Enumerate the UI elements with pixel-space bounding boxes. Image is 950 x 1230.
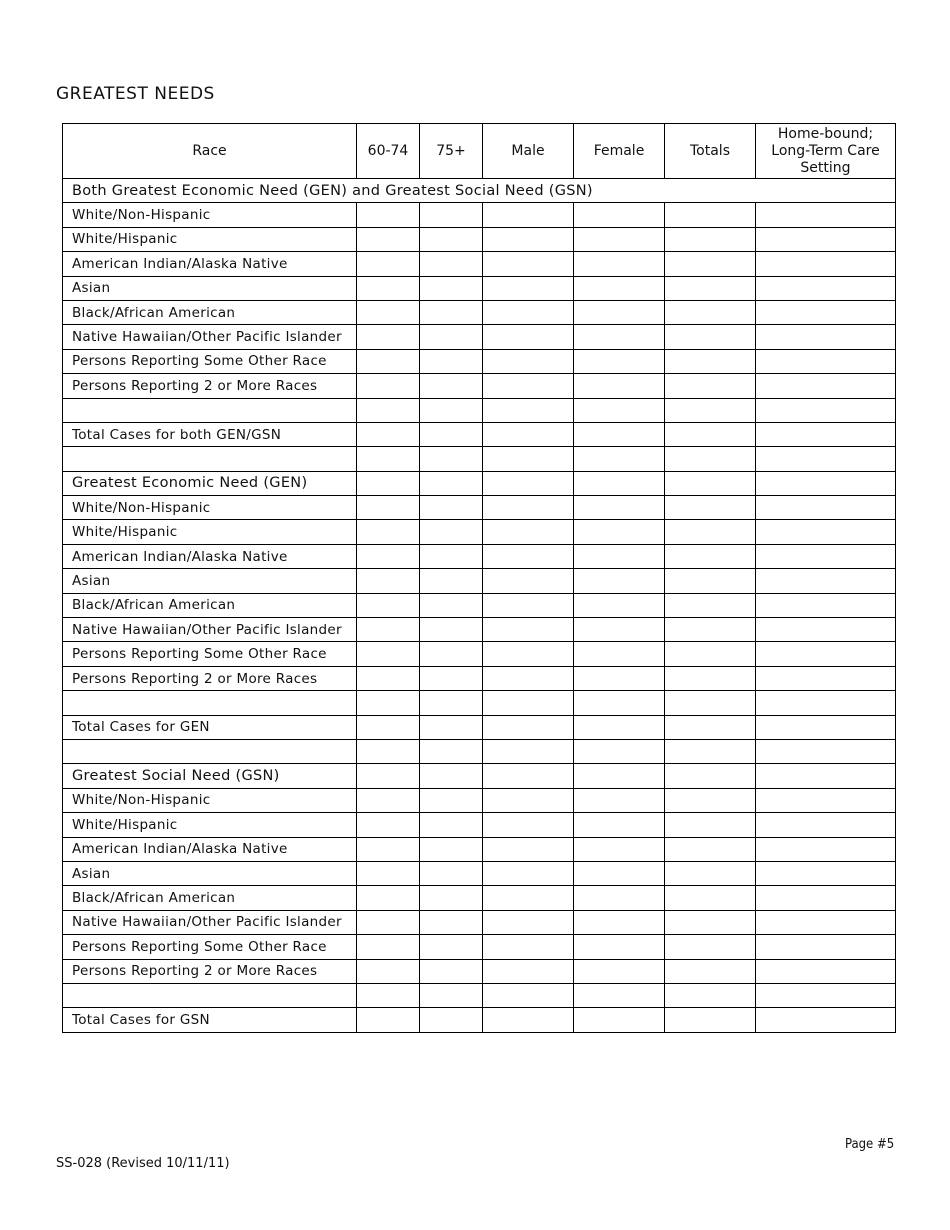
- cell-age-75-plus[interactable]: [420, 739, 483, 763]
- cell-male[interactable]: [483, 886, 574, 910]
- cell-totals[interactable]: [665, 618, 756, 642]
- section-header-row: [63, 471, 896, 495]
- cell-totals[interactable]: [665, 325, 756, 349]
- header-homebound: Home-bound; Long-Term Care Setting: [756, 124, 896, 179]
- total-row: [63, 715, 896, 739]
- row-label: White/Non-Hispanic: [63, 203, 357, 227]
- cell-totals[interactable]: [665, 593, 756, 617]
- cell-female[interactable]: [574, 861, 665, 885]
- table-row: [63, 349, 896, 373]
- cell-age-60-74[interactable]: [357, 764, 420, 788]
- cell-female[interactable]: [574, 764, 665, 788]
- total-row: [63, 1008, 896, 1032]
- cell-totals[interactable]: [665, 642, 756, 666]
- cell-age-75-plus[interactable]: [420, 276, 483, 300]
- row-label: Persons Reporting Some Other Race: [63, 935, 357, 959]
- cell-age-75-plus[interactable]: [420, 569, 483, 593]
- cell-age-60-74[interactable]: [357, 422, 420, 446]
- cell-totals[interactable]: [665, 203, 756, 227]
- cell-age-60-74[interactable]: [357, 374, 420, 398]
- cell-homebound[interactable]: [756, 252, 896, 276]
- cell-male[interactable]: [483, 398, 574, 422]
- total-label: Total Cases for both GEN/GSN: [63, 422, 357, 446]
- row-label: Persons Reporting Some Other Race: [63, 349, 357, 373]
- table-row: [63, 544, 896, 568]
- cell-homebound[interactable]: [756, 349, 896, 373]
- cell-male[interactable]: [483, 910, 574, 934]
- cell-age-75-plus[interactable]: [420, 910, 483, 934]
- cell-female[interactable]: [574, 983, 665, 1007]
- cell-male[interactable]: [483, 1008, 574, 1032]
- table-row: [63, 593, 896, 617]
- table-row: [63, 666, 896, 690]
- form-id: SS-028 (Revised 10/11/11): [56, 1156, 230, 1171]
- cell-female[interactable]: [574, 715, 665, 739]
- cell-age-75-plus[interactable]: [420, 813, 483, 837]
- cell-age-60-74[interactable]: [357, 203, 420, 227]
- table-row: [63, 276, 896, 300]
- cell-age-75-plus[interactable]: [420, 691, 483, 715]
- cell-female[interactable]: [574, 520, 665, 544]
- cell-age-75-plus[interactable]: [420, 398, 483, 422]
- cell-totals[interactable]: [665, 496, 756, 520]
- cell-age-60-74[interactable]: [357, 252, 420, 276]
- cell-homebound[interactable]: [756, 569, 896, 593]
- cell-age-60-74[interactable]: [357, 618, 420, 642]
- cell-male[interactable]: [483, 739, 574, 763]
- cell-homebound[interactable]: [756, 959, 896, 983]
- table-row: [63, 569, 896, 593]
- cell-male[interactable]: [483, 959, 574, 983]
- cell-male[interactable]: [483, 520, 574, 544]
- cell-male[interactable]: [483, 325, 574, 349]
- table-row: [63, 300, 896, 324]
- header-age-75-plus: 75+: [420, 124, 483, 179]
- table-row: [63, 861, 896, 885]
- cell-totals[interactable]: [665, 569, 756, 593]
- cell-female[interactable]: [574, 910, 665, 934]
- table-row: [63, 203, 896, 227]
- cell-age-75-plus[interactable]: [420, 593, 483, 617]
- row-label: White/Non-Hispanic: [63, 496, 357, 520]
- row-label: Asian: [63, 861, 357, 885]
- cell-male[interactable]: [483, 252, 574, 276]
- cell-totals[interactable]: [665, 252, 756, 276]
- cell-age-75-plus[interactable]: [420, 471, 483, 495]
- table-row: [63, 886, 896, 910]
- cell-age-60-74[interactable]: [357, 691, 420, 715]
- cell-homebound[interactable]: [756, 422, 896, 446]
- cell-age-60-74[interactable]: [357, 788, 420, 812]
- cell-male[interactable]: [483, 764, 574, 788]
- row-label[interactable]: [63, 983, 357, 1007]
- row-label: Asian: [63, 569, 357, 593]
- cell-female[interactable]: [574, 374, 665, 398]
- cell-age-75-plus[interactable]: [420, 422, 483, 446]
- cell-homebound[interactable]: [756, 618, 896, 642]
- cell-age-60-74[interactable]: [357, 398, 420, 422]
- row-label: Native Hawaiian/Other Pacific Islander: [63, 618, 357, 642]
- cell-age-60-74[interactable]: [357, 325, 420, 349]
- cell-totals[interactable]: [665, 447, 756, 471]
- cell-female[interactable]: [574, 349, 665, 373]
- cell-homebound[interactable]: [756, 593, 896, 617]
- cell-age-75-plus[interactable]: [420, 642, 483, 666]
- cell-age-60-74[interactable]: [357, 861, 420, 885]
- cell-female[interactable]: [574, 935, 665, 959]
- cell-female[interactable]: [574, 813, 665, 837]
- cell-age-60-74[interactable]: [357, 739, 420, 763]
- cell-homebound[interactable]: [756, 276, 896, 300]
- cell-homebound[interactable]: [756, 813, 896, 837]
- cell-homebound[interactable]: [756, 837, 896, 861]
- cell-age-60-74[interactable]: [357, 447, 420, 471]
- row-label: Persons Reporting 2 or More Races: [63, 374, 357, 398]
- row-label: Black/African American: [63, 300, 357, 324]
- cell-totals[interactable]: [665, 813, 756, 837]
- cell-female[interactable]: [574, 300, 665, 324]
- row-label[interactable]: [63, 398, 357, 422]
- cell-homebound[interactable]: [756, 861, 896, 885]
- cell-age-60-74[interactable]: [357, 520, 420, 544]
- cell-age-75-plus[interactable]: [420, 666, 483, 690]
- cell-female[interactable]: [574, 325, 665, 349]
- cell-male[interactable]: [483, 618, 574, 642]
- cell-totals[interactable]: [665, 788, 756, 812]
- cell-homebound[interactable]: [756, 544, 896, 568]
- row-label[interactable]: [63, 447, 357, 471]
- table-row: [63, 496, 896, 520]
- cell-age-60-74[interactable]: [357, 496, 420, 520]
- cell-age-60-74[interactable]: [357, 569, 420, 593]
- cell-age-75-plus[interactable]: [420, 959, 483, 983]
- page-title: GREATEST NEEDS: [56, 84, 215, 104]
- cell-totals[interactable]: [665, 764, 756, 788]
- cell-totals[interactable]: [665, 739, 756, 763]
- row-label: Black/African American: [63, 593, 357, 617]
- cell-female[interactable]: [574, 691, 665, 715]
- cell-female[interactable]: [574, 642, 665, 666]
- greatest-needs-table: [62, 123, 896, 1033]
- cell-age-60-74[interactable]: [357, 544, 420, 568]
- cell-age-75-plus[interactable]: [420, 1008, 483, 1032]
- cell-homebound[interactable]: [756, 447, 896, 471]
- cell-homebound[interactable]: [756, 325, 896, 349]
- total-label: Total Cases for GSN: [63, 1008, 357, 1032]
- cell-totals[interactable]: [665, 471, 756, 495]
- cell-homebound[interactable]: [756, 374, 896, 398]
- cell-homebound[interactable]: [756, 739, 896, 763]
- cell-female[interactable]: [574, 203, 665, 227]
- cell-age-75-plus[interactable]: [420, 935, 483, 959]
- cell-homebound[interactable]: [756, 910, 896, 934]
- header-age-60-74: 60-74: [357, 124, 420, 179]
- cell-female[interactable]: [574, 666, 665, 690]
- cell-totals[interactable]: [665, 227, 756, 251]
- cell-female[interactable]: [574, 544, 665, 568]
- cell-female[interactable]: [574, 398, 665, 422]
- table-row: [63, 252, 896, 276]
- cell-age-60-74[interactable]: [357, 300, 420, 324]
- section-header-row: [63, 179, 896, 203]
- blank-row: [63, 691, 896, 715]
- cell-male[interactable]: [483, 422, 574, 446]
- row-label: American Indian/Alaska Native: [63, 837, 357, 861]
- cell-male[interactable]: [483, 935, 574, 959]
- cell-homebound[interactable]: [756, 471, 896, 495]
- cell-age-60-74[interactable]: [357, 276, 420, 300]
- cell-homebound[interactable]: [756, 520, 896, 544]
- cell-female[interactable]: [574, 422, 665, 446]
- cell-totals[interactable]: [665, 1008, 756, 1032]
- cell-male[interactable]: [483, 203, 574, 227]
- cell-homebound[interactable]: [756, 496, 896, 520]
- table-row: [63, 642, 896, 666]
- cell-totals[interactable]: [665, 276, 756, 300]
- cell-male[interactable]: [483, 227, 574, 251]
- cell-male[interactable]: [483, 666, 574, 690]
- cell-male[interactable]: [483, 788, 574, 812]
- cell-male[interactable]: [483, 471, 574, 495]
- cell-female[interactable]: [574, 593, 665, 617]
- cell-homebound[interactable]: [756, 886, 896, 910]
- cell-age-75-plus[interactable]: [420, 300, 483, 324]
- table-row: [63, 935, 896, 959]
- table-row: [63, 325, 896, 349]
- row-label: Persons Reporting Some Other Race: [63, 642, 357, 666]
- row-label: American Indian/Alaska Native: [63, 252, 357, 276]
- cell-age-60-74[interactable]: [357, 471, 420, 495]
- cell-female[interactable]: [574, 227, 665, 251]
- cell-totals[interactable]: [665, 886, 756, 910]
- cell-male[interactable]: [483, 544, 574, 568]
- cell-female[interactable]: [574, 1008, 665, 1032]
- blank-row: [63, 739, 896, 763]
- cell-totals[interactable]: [665, 959, 756, 983]
- cell-male[interactable]: [483, 813, 574, 837]
- cell-age-75-plus[interactable]: [420, 715, 483, 739]
- cell-age-60-74[interactable]: [357, 837, 420, 861]
- row-label: White/Hispanic: [63, 520, 357, 544]
- cell-age-60-74[interactable]: [357, 227, 420, 251]
- cell-age-60-74[interactable]: [357, 959, 420, 983]
- cell-female[interactable]: [574, 569, 665, 593]
- cell-totals[interactable]: [665, 983, 756, 1007]
- total-label: Total Cases for GEN: [63, 715, 357, 739]
- cell-homebound[interactable]: [756, 691, 896, 715]
- cell-homebound[interactable]: [756, 788, 896, 812]
- row-label: White/Hispanic: [63, 227, 357, 251]
- cell-homebound[interactable]: [756, 642, 896, 666]
- cell-homebound[interactable]: [756, 935, 896, 959]
- row-label: Persons Reporting 2 or More Races: [63, 666, 357, 690]
- cell-male[interactable]: [483, 276, 574, 300]
- header-totals: Totals: [665, 124, 756, 179]
- cell-totals[interactable]: [665, 666, 756, 690]
- cell-totals[interactable]: [665, 910, 756, 934]
- cell-female[interactable]: [574, 837, 665, 861]
- cell-homebound[interactable]: [756, 203, 896, 227]
- cell-male[interactable]: [483, 642, 574, 666]
- cell-female[interactable]: [574, 496, 665, 520]
- header-race: Race: [63, 124, 357, 179]
- blank-row: [63, 398, 896, 422]
- cell-age-75-plus[interactable]: [420, 618, 483, 642]
- cell-age-75-plus[interactable]: [420, 520, 483, 544]
- cell-age-75-plus[interactable]: [420, 861, 483, 885]
- cell-age-60-74[interactable]: [357, 715, 420, 739]
- row-label: White/Hispanic: [63, 813, 357, 837]
- cell-female[interactable]: [574, 276, 665, 300]
- table-row: [63, 227, 896, 251]
- cell-male[interactable]: [483, 691, 574, 715]
- cell-age-75-plus[interactable]: [420, 788, 483, 812]
- table-row: [63, 788, 896, 812]
- cell-age-60-74[interactable]: [357, 910, 420, 934]
- cell-female[interactable]: [574, 886, 665, 910]
- cell-totals[interactable]: [665, 422, 756, 446]
- section-title: Greatest Economic Need (GEN): [63, 471, 357, 495]
- section-header-row: [63, 764, 896, 788]
- cell-homebound[interactable]: [756, 398, 896, 422]
- cell-totals[interactable]: [665, 300, 756, 324]
- blank-row: [63, 983, 896, 1007]
- cell-male[interactable]: [483, 569, 574, 593]
- cell-female[interactable]: [574, 471, 665, 495]
- cell-totals[interactable]: [665, 715, 756, 739]
- cell-female[interactable]: [574, 788, 665, 812]
- cell-totals[interactable]: [665, 935, 756, 959]
- table-row: [63, 910, 896, 934]
- cell-age-60-74[interactable]: [357, 813, 420, 837]
- cell-age-75-plus[interactable]: [420, 203, 483, 227]
- cell-age-75-plus[interactable]: [420, 496, 483, 520]
- cell-male[interactable]: [483, 496, 574, 520]
- row-label: Black/African American: [63, 886, 357, 910]
- table-row: [63, 837, 896, 861]
- table-row: [63, 520, 896, 544]
- cell-age-75-plus[interactable]: [420, 227, 483, 251]
- cell-age-75-plus[interactable]: [420, 837, 483, 861]
- cell-female[interactable]: [574, 739, 665, 763]
- cell-age-75-plus[interactable]: [420, 764, 483, 788]
- cell-age-60-74[interactable]: [357, 1008, 420, 1032]
- cell-age-75-plus[interactable]: [420, 447, 483, 471]
- cell-homebound[interactable]: [756, 1008, 896, 1032]
- row-label[interactable]: [63, 691, 357, 715]
- cell-age-75-plus[interactable]: [420, 374, 483, 398]
- header-male: Male: [483, 124, 574, 179]
- row-label: Persons Reporting 2 or More Races: [63, 959, 357, 983]
- cell-age-60-74[interactable]: [357, 935, 420, 959]
- cell-homebound[interactable]: [756, 227, 896, 251]
- row-label: American Indian/Alaska Native: [63, 544, 357, 568]
- cell-age-60-74[interactable]: [357, 593, 420, 617]
- cell-age-60-74[interactable]: [357, 349, 420, 373]
- cell-female[interactable]: [574, 447, 665, 471]
- cell-age-75-plus[interactable]: [420, 544, 483, 568]
- cell-male[interactable]: [483, 983, 574, 1007]
- cell-female[interactable]: [574, 959, 665, 983]
- cell-male[interactable]: [483, 837, 574, 861]
- cell-age-60-74[interactable]: [357, 983, 420, 1007]
- total-row: [63, 422, 896, 446]
- cell-totals[interactable]: [665, 398, 756, 422]
- row-label: White/Non-Hispanic: [63, 788, 357, 812]
- cell-totals[interactable]: [665, 520, 756, 544]
- row-label: Native Hawaiian/Other Pacific Islander: [63, 910, 357, 934]
- cell-male[interactable]: [483, 593, 574, 617]
- cell-homebound[interactable]: [756, 764, 896, 788]
- cell-homebound[interactable]: [756, 715, 896, 739]
- cell-homebound[interactable]: [756, 666, 896, 690]
- page-number: Page #5: [845, 1137, 895, 1152]
- section-title: Both Greatest Economic Need (GEN) and Greatest Social Need (GSN): [63, 179, 896, 203]
- cell-age-60-74[interactable]: [357, 666, 420, 690]
- cell-female[interactable]: [574, 618, 665, 642]
- row-label: Native Hawaiian/Other Pacific Islander: [63, 325, 357, 349]
- cell-age-75-plus[interactable]: [420, 325, 483, 349]
- row-label[interactable]: [63, 739, 357, 763]
- cell-male[interactable]: [483, 715, 574, 739]
- cell-totals[interactable]: [665, 374, 756, 398]
- cell-totals[interactable]: [665, 837, 756, 861]
- cell-age-60-74[interactable]: [357, 642, 420, 666]
- cell-male[interactable]: [483, 300, 574, 324]
- cell-male[interactable]: [483, 349, 574, 373]
- table-row: [63, 813, 896, 837]
- cell-age-75-plus[interactable]: [420, 886, 483, 910]
- section-title: Greatest Social Need (GSN): [63, 764, 357, 788]
- cell-homebound[interactable]: [756, 983, 896, 1007]
- cell-age-75-plus[interactable]: [420, 983, 483, 1007]
- header-female: Female: [574, 124, 665, 179]
- table-row: [63, 618, 896, 642]
- cell-totals[interactable]: [665, 691, 756, 715]
- cell-age-75-plus[interactable]: [420, 349, 483, 373]
- cell-male[interactable]: [483, 447, 574, 471]
- cell-totals[interactable]: [665, 349, 756, 373]
- cell-homebound[interactable]: [756, 300, 896, 324]
- table-row: [63, 959, 896, 983]
- cell-age-60-74[interactable]: [357, 886, 420, 910]
- cell-male[interactable]: [483, 861, 574, 885]
- row-label: Asian: [63, 276, 357, 300]
- cell-age-75-plus[interactable]: [420, 252, 483, 276]
- table-body: [63, 179, 896, 1033]
- cell-male[interactable]: [483, 374, 574, 398]
- cell-totals[interactable]: [665, 544, 756, 568]
- header-row: [63, 124, 896, 179]
- cell-totals[interactable]: [665, 861, 756, 885]
- cell-female[interactable]: [574, 252, 665, 276]
- table-row: [63, 374, 896, 398]
- blank-row: [63, 447, 896, 471]
